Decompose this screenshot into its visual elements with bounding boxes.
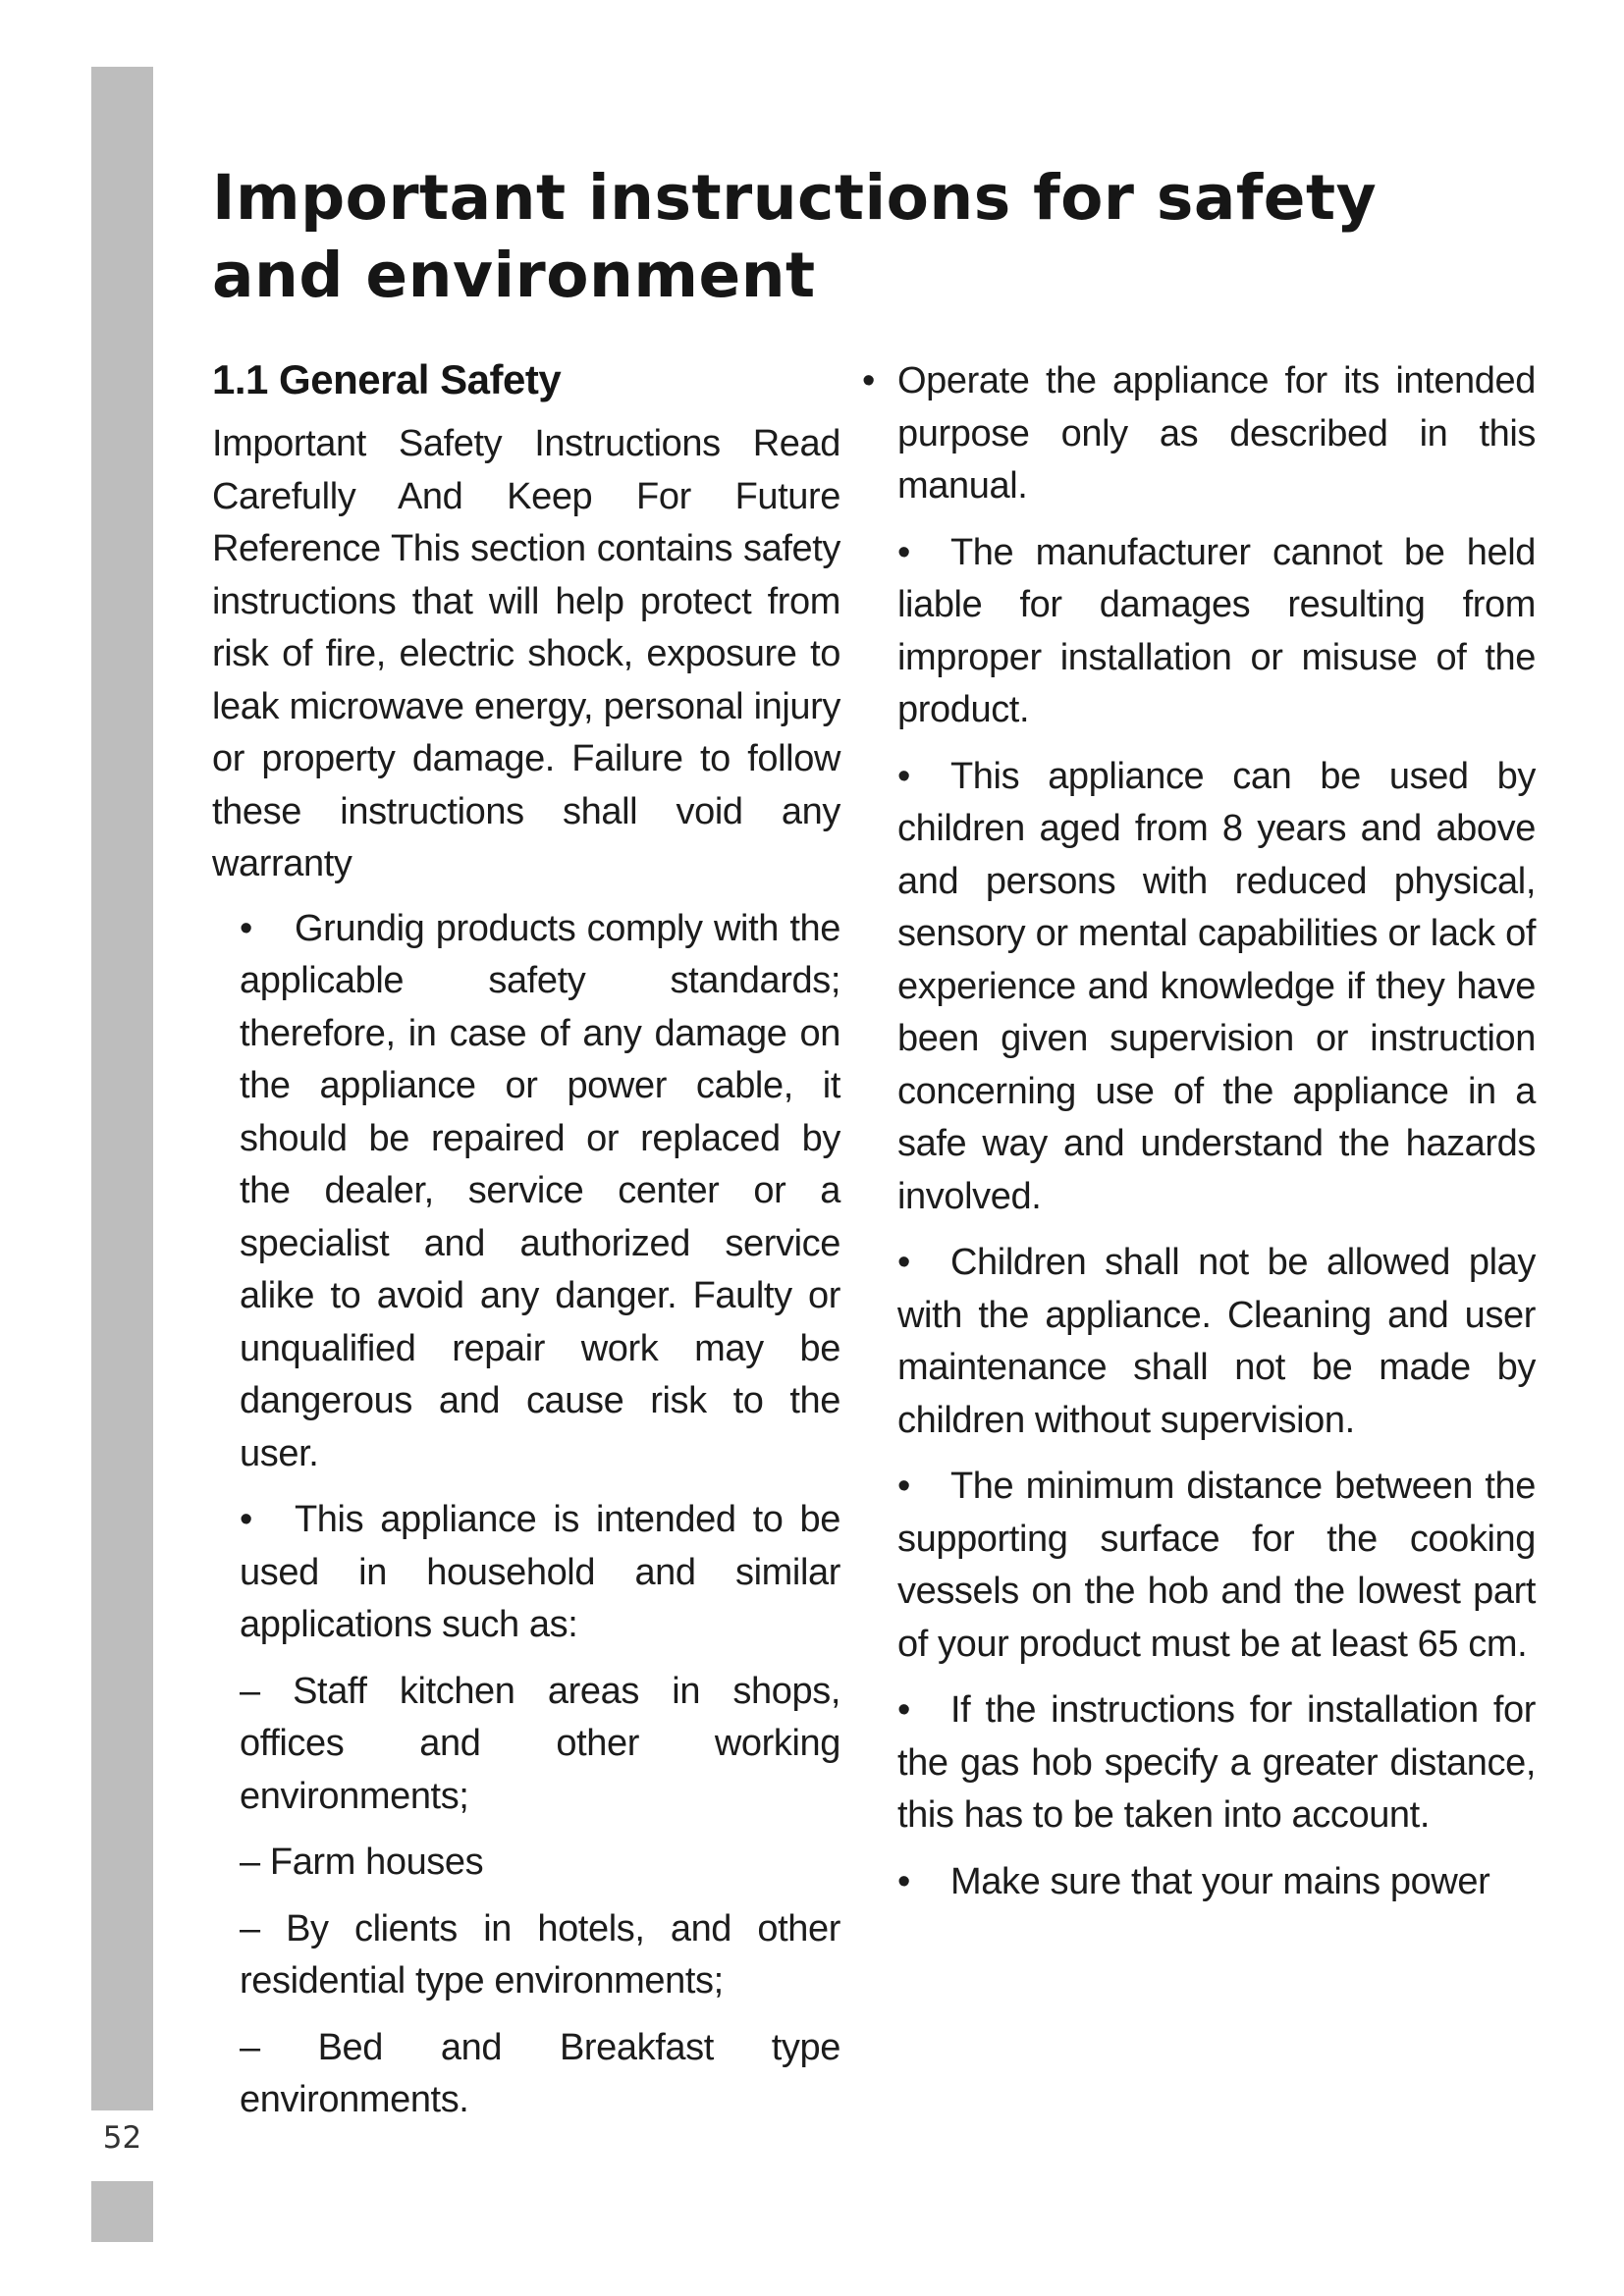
right-column — [862, 355, 1536, 1922]
bullet-icon: • — [240, 907, 252, 949]
list-item-text: The minimum distance between the supporting surface for the cooking vessels on the hob and the lowest part of your product must be at least 65 cm. — [897, 1466, 1536, 1665]
list-item — [862, 355, 1536, 513]
dash-item: – Farm houses — [240, 1842, 484, 1883]
left-column — [212, 351, 840, 2141]
list-item-text: Grundig products comply with the applicable safety standards; therefore, in case of any damage on the appliance or power cable, it should be repaired or replaced by the dealer, service center or a specialist and authorized service alike to avoid any danger. Faulty or unqualified repair work may be dangerous and cause risk to the user. — [240, 907, 840, 1474]
side-bar-bottom-decoration — [91, 2181, 153, 2242]
list-item-text: This appliance can be used by children aged from 8 years and above and persons with reduced physical, sensory or mental capabilities or lack of experience and knowledge if they have been given supervision or instruction concerning use of the appliance in a safe way and understand the hazards involved. — [897, 755, 1536, 1217]
page-title: Important instructions for safety and environment — [212, 162, 1378, 311]
intro-paragraph: Important Safety Instructions Read Carefully And Keep For Future Reference This section contains safety instructions that will help protect from risk of fire, electric shock, exposure to leak microwave energy, personal injury or property damage. Failure to follow these instructions shall void any warranty — [212, 423, 840, 884]
bullet-icon: • — [897, 1242, 910, 1283]
list-item — [862, 1684, 1536, 1842]
bullet-icon: • — [897, 1860, 910, 1902]
left-bullet-list — [212, 903, 840, 1652]
list-item-text: This appliance is intended to be used in household and similar applications such as: — [240, 1499, 840, 1645]
dash-item: – Staff kitchen areas in shops, offices and other working environments; — [240, 1670, 840, 1817]
list-item — [212, 1494, 840, 1652]
list-item-text: The manufacturer cannot be held liable for damages resulting from improper installation or misuse of the product. — [897, 531, 1536, 730]
bullet-icon: • — [897, 531, 910, 573]
list-item — [862, 1237, 1536, 1447]
list-item — [862, 1461, 1536, 1671]
list-item — [862, 527, 1536, 737]
list-item — [212, 903, 840, 1481]
section-heading: 1.1 General Safety — [212, 356, 562, 402]
list-item-text: If the instructions for installation for the gas hob specify a greater distance, this has to be taken into account. — [897, 1689, 1536, 1836]
page-number: 52 — [102, 2120, 142, 2156]
list-item-text: Operate the appliance for its intended purpose only as described in this manual. — [897, 360, 1536, 507]
list-item — [862, 1856, 1536, 1909]
right-bullet-list — [862, 355, 1536, 1908]
bullet-icon: • — [897, 1689, 910, 1731]
dash-item: – Bed and Breakfast type environments. — [240, 2026, 840, 2120]
list-item — [862, 751, 1536, 1224]
bullet-icon: • — [897, 1466, 910, 1507]
dash-item: – By clients in hotels, and other residential type environments; — [240, 1907, 840, 2002]
list-item-text: Children shall not be allowed play with the appliance. Cleaning and user maintenance shall not be made by children without supervision. — [897, 1242, 1536, 1441]
side-bar-decoration — [91, 67, 153, 2110]
bullet-icon: • — [240, 1499, 252, 1540]
list-item-text: Make sure that your mains power — [950, 1860, 1490, 1902]
bullet-icon: • — [897, 755, 910, 797]
bullet-icon: • — [862, 360, 875, 401]
